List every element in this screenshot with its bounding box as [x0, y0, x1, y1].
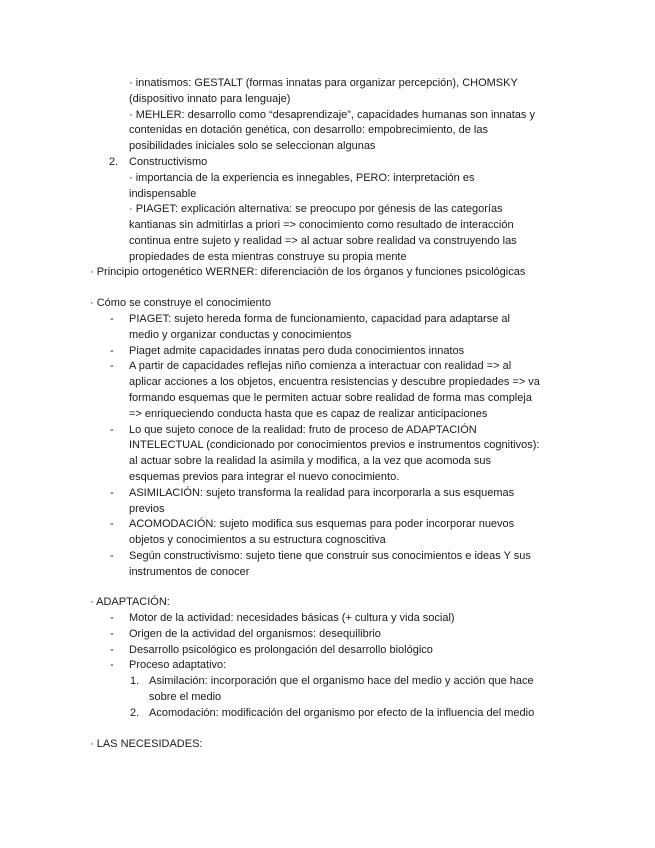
list-item: - ACOMODACIÓN: sujeto modifica sus esquemas para poder incorporar nuevos objetos y conocimientos a su estructura cognoscitiva [110, 518, 515, 547]
innatismos-line-2: (dispositivo innato para lenguaje) [129, 92, 291, 105]
innatismos-line-1: · innatismos: GESTALT (formas innatas para organizar percepción), CHOMSKY [129, 77, 518, 89]
mehler-line-1: · MEHLER: desarrollo como “desaprendizaje”, capacidades humanas son innatas y [129, 108, 535, 121]
numbered-subitem: 2. Acomodación: modificación del organismo por efecto de la influencia del medio [149, 706, 534, 722]
piaget-line-1: · PIAGET: explicación alternativa: se preocupo por génesis de las categorías [129, 203, 503, 216]
werner-paragraph [90, 265, 525, 281]
bullet-dash: - [110, 518, 114, 531]
conocimiento-section [90, 296, 271, 312]
bullet-dash: - [110, 360, 114, 373]
piaget-line-2: kantianas sin admitirlas a priori => conocimiento como resultado de interacción [129, 219, 514, 232]
list-item: - Proceso adaptativo: [129, 658, 455, 674]
bullet-dash: - [110, 344, 114, 357]
subitem-number: 2. [130, 706, 140, 719]
bullet-dash: - [110, 627, 114, 640]
numbered-subitem: 1. Asimilación: incorporación que el organismo hace del medio y acción que hace sobre el medio [130, 675, 534, 703]
list-item: - Desarrollo psicológico es prolongación del desarrollo biológico [129, 643, 455, 659]
bullet-dash: - [110, 313, 114, 325]
list-item: - A partir de capacidades reflejas niño comienza a interactuar con realidad => al aplicar acciones a los objetos, encuentra resistencias y descubre propiedades => va formando esquemas que le permiten actuar sobre realidad de forma mas compleja => enriqueciendo conducta hasta que es capaz de realizar anticipaciones [110, 360, 540, 420]
item-number: 2. [109, 155, 119, 168]
necesidades-section [90, 737, 202, 753]
mehler-line-3: posibilidades iniciales solo se seleccionan algunas [129, 140, 376, 153]
item-title: Constructivismo [129, 155, 208, 168]
werner-line: · Principio ortogenético WERNER: diferenciación de los órganos y funciones psicológicas [90, 266, 526, 278]
list-item: - PIAGET: sujeto hereda forma de funcionamiento, capacidad para adaptarse al medio y organizar conductas y conocimientos [110, 313, 510, 341]
piaget-line-3: continua entre sujeto y realidad => al actuar sobre realidad va construyendo las [129, 234, 517, 247]
numbered-item-2 [109, 155, 535, 171]
conocimiento-list [110, 312, 540, 581]
importancia-line-1: · importancia de la experiencia es innegables, PERO: interpretación es [129, 171, 475, 184]
section-heading: · ADAPTACIÓN: [90, 596, 170, 608]
section-heading: · Cómo se construye el conocimiento [90, 297, 271, 309]
list-item: - ASIMILACIÓN: sujeto transforma la realidad para incorporarla a sus esquemas previos [110, 486, 515, 515]
mehler-line-2: contenidas en dotación genética, con desarrollo: empobrecimiento, de las [129, 124, 488, 137]
list-item: - Piaget admite capacidades innatas pero duda conocimientos innatos [129, 344, 540, 360]
bullet-dash: - [110, 612, 114, 624]
adaptacion-section [90, 595, 170, 611]
bullet-dash: - [110, 549, 114, 562]
bullet-dash: - [110, 659, 114, 672]
section-heading: · LAS NECESIDADES: [90, 738, 203, 750]
list-item: - Motor de la actividad: necesidades básicas (+ cultura y vida social) [129, 611, 455, 627]
bullet-dash: - [110, 423, 114, 436]
importancia-line-2: indispensable [129, 187, 197, 200]
adaptacion-list [110, 611, 455, 674]
adaptacion-sublist [130, 674, 535, 721]
bullet-dash: - [110, 486, 114, 499]
list-item: - Origen de la actividad del organismos: desequilibrio [129, 627, 455, 643]
top-section [109, 76, 535, 266]
subitem-number: 1. [130, 675, 140, 687]
bullet-dash: - [110, 643, 114, 656]
list-item: - Según constructivismo: sujeto tiene que construir sus conocimientos e ideas Y sus instrumentos de conocer [110, 549, 531, 578]
list-item: - Lo que sujeto conoce de la realidad: fruto de proceso de ADAPTACIÓN INTELECTUAL (condicionado por conocimientos previos e instrumentos cognitivos): al actuar sobre la realidad la asimila y modifica, a la vez que acomoda sus esquemas previos para integrar el nuevo conocimiento. [110, 423, 540, 483]
piaget-line-4: propiedades de esta mientras construye su propia mente [129, 250, 407, 263]
